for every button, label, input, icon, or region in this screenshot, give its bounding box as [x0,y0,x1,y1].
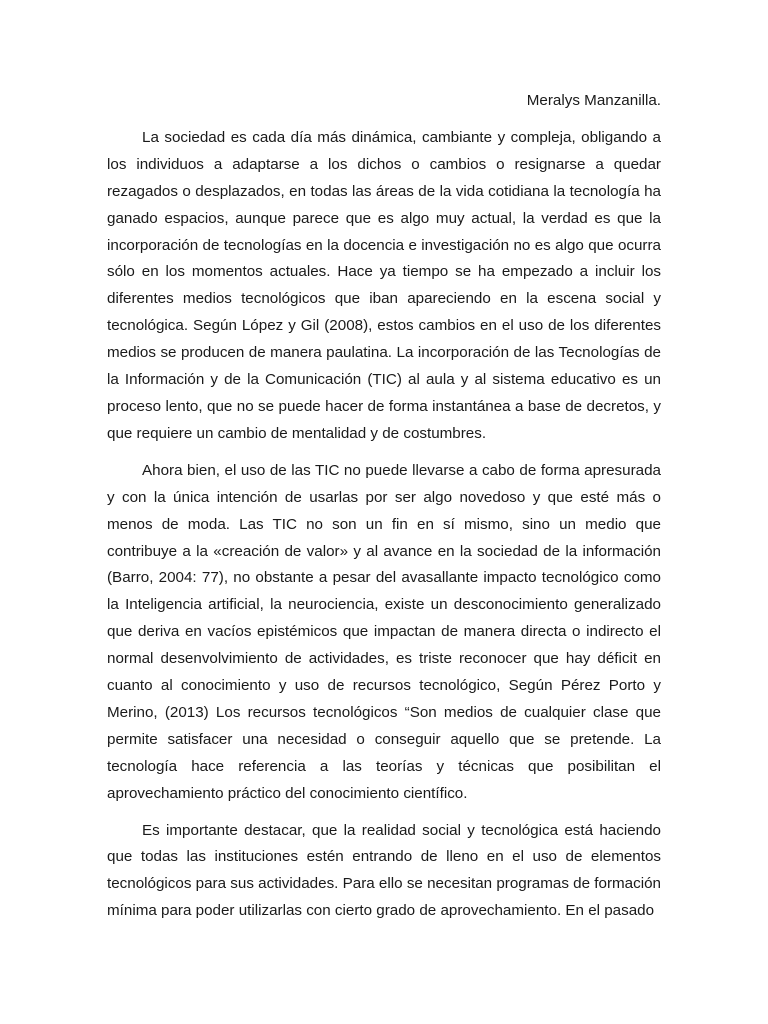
document-body [107,88,661,935]
paragraph-2: Ahora bien, el uso de las TIC no puede llevarse a cabo de forma apresurada y con la única intención de usarlas por ser algo novedoso y que esté más o menos de moda. Las TIC no son un fin en sí mismo, sino un medio que contribuye a la «creación de valor» y al avance en la sociedad de la información (Barro, 2004: 77), no obstante a pesar del avasallante impacto tecnológico como la Inteligencia artificial, la neurociencia, existe un desconocimiento generalizado que deriva en vacíos epistémicos que impactan de manera directa o indirecto el normal desenvolvimiento de actividades, es triste reconocer que hay déficit en cuanto al conocimiento y uso de recursos tecnológico, Según Pérez Porto y Merino, (2013) Los recursos tecnológicos “Son medios de cualquier clase que permite satisfacer una necesidad o conseguir aquello que se pretende. La tecnología hace referencia a las teorías y técnicas que posibilitan el aprovechamiento práctico del conocimiento científico. [107,461,661,802]
author-name: Meralys Manzanilla. [526,92,661,109]
paragraph-3: Es importante destacar, que la realidad social y tecnológica está haciendo que todas las instituciones estén entrando de lleno en el uso de elementos tecnológicos para sus actividades. Para ello se necesitan programas de formación mínima para poder utilizarlas con cierto grado de aprovechamiento. En el pasado [107,821,661,920]
paragraph-1: La sociedad es cada día más dinámica, cambiante y compleja, obligando a los individuos a adaptarse a los dichos o cambios o resignarse a quedar rezagados o desplazados, en todas las áreas de la vida cotidiana la tecnología ha ganado espacios, aunque parece que es algo muy actual, la verdad es que la incorporación de tecnologías en la docencia e investigación no es algo que ocurra sólo en los momentos actuales. Hace ya tiempo se ha empezado a incluir los diferentes medios tecnológicos que iban apareciendo en la escena social y tecnológica. Según López y Gil (2008), estos cambios en el uso de los diferentes medios se producen de manera paulatina. La incorporación de las Tecnologías de la Información y de la Comunicación (TIC) al aula y al sistema educativo es un proceso lento, que no se puede hacer de forma instantánea a base de decretos, y que requiere un cambio de mentalidad y de costumbres. [107,128,661,442]
